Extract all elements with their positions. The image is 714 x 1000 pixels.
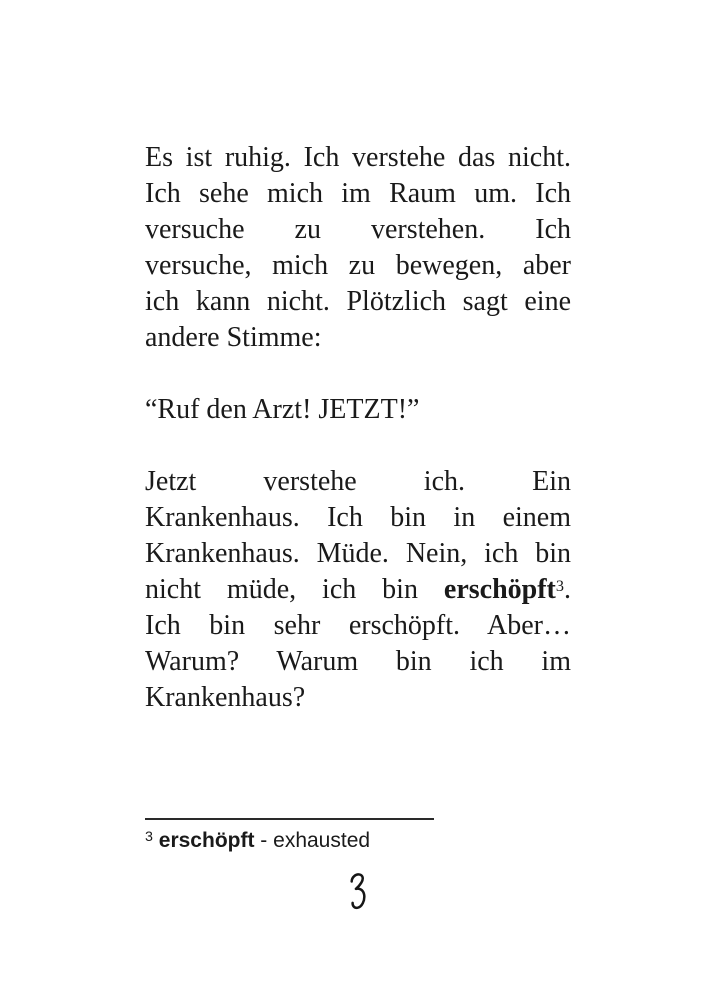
paragraph-2 — [145, 464, 571, 716]
text-line: andere Stimme: — [145, 322, 322, 353]
paragraph-1 — [145, 140, 571, 356]
page-number-glyph — [349, 871, 367, 913]
footnote-separator: - — [254, 829, 274, 852]
text-line: Es ist ruhig. Ich verstehe das nicht. — [145, 142, 571, 173]
footnote-marker: 3 — [145, 828, 153, 845]
footnote-text — [145, 828, 575, 854]
footnote-term: erschöpft — [158, 829, 255, 852]
quote-line: “Ruf den Arzt! JETZT!” — [145, 394, 420, 425]
text-line: Warum? Warum bin ich im — [145, 646, 571, 677]
paragraph-quote — [145, 392, 571, 428]
text-line-emphasis — [145, 572, 571, 608]
text-line: ich kann nicht. Plötzlich sagt eine — [145, 286, 571, 317]
text-line: Ich bin sehr erschöpft. Aber… — [145, 610, 571, 641]
footnote-reference: 3 — [555, 577, 564, 596]
text-segment: . — [564, 574, 571, 605]
text-line: Jetzt verstehe ich. Ein — [145, 466, 571, 497]
text-line: versuche zu verstehen. Ich — [145, 214, 571, 245]
bold-term: erschöpft — [443, 574, 556, 605]
text-segment: nicht müde, ich bin — [145, 574, 444, 605]
footnote — [145, 818, 575, 854]
text-line: Krankenhaus. Müde. Nein, ich bin — [145, 538, 571, 569]
footnote-divider — [145, 818, 434, 820]
text-line: Krankenhaus. Ich bin in einem — [145, 502, 571, 533]
text-line: Ich sehe mich im Raum um. Ich — [145, 178, 571, 209]
footnote-definition: exhausted — [273, 829, 371, 852]
text-line: versuche, mich zu bewegen, aber — [145, 250, 571, 281]
page-number — [349, 871, 367, 913]
text-line: Krankenhaus? — [145, 682, 306, 713]
story-text — [145, 140, 571, 752]
